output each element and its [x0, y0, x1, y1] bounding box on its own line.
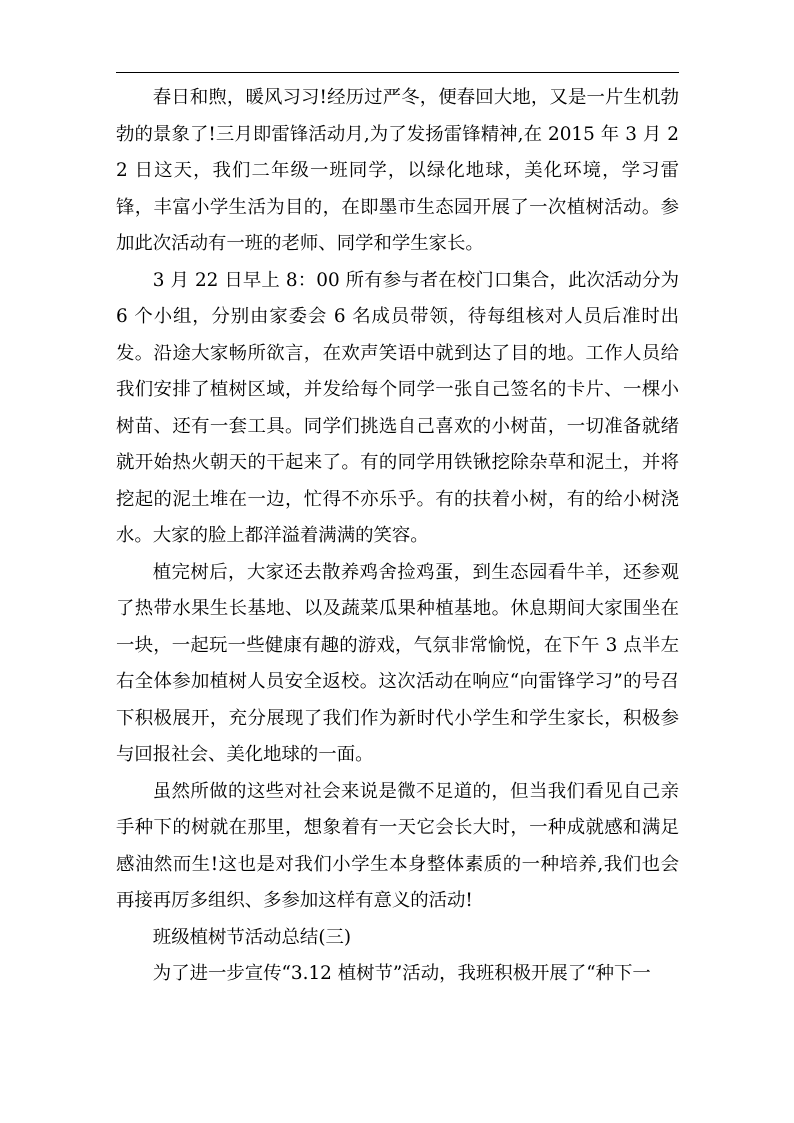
paragraph-after-planting: 植完树后，大家还去散养鸡舍捡鸡蛋，到生态园看牛羊，还参观了热带水果生长基地、以及蔬菜瓜果种植基地。休息期间大家围坐在一块，一起玩一些健康有趣的游戏，气氛非常愉悦，在下午 3 点半左右全体参加植树人员安全返校。这次活动在响应“向雷锋学习”的号召下积极展开，充分展现了我们作为新时代小学生和学生家长，积极参与回报社会、美化地球的一面。: [116, 561, 679, 765]
paragraph-march-22-morning: 3 月 22 日早上 8：00 所有参与者在校门口集合，此次活动分为 6 个小组，分别由家委会 6 名成员带领，待每组核对人员后准时出发。沿途大家畅所欲言，在欢声笑语中就到达了目的地。工作人员给我们安排了植树区域，并发给每个同学一张自己签名的卡片、一棵小树苗、还有一套工具。同学们挑选自己喜欢的小树苗，一切准备就绪就开始热火朝天的干起来了。有的同学用铁锹挖除杂草和泥土，并将挖起的泥土堆在一边，忙得不亦乐乎。有的扶着小树，有的给小树浇水。大家的脸上都洋溢着满满的笑容。: [116, 269, 679, 546]
paragraph-reflection: 虽然所做的这些对社会来说是微不足道的，但当我们看见自己亲手种下的树就在那里，想象着有一天它会长大时，一种成就感和满足感油然而生!这也是对我们小学生本身整体素质的一种培养,我们也会再接再厉多组织、多参加这样有意义的活动!: [116, 780, 679, 911]
paragraph-spring-activity-intro: 春日和煦，暖风习习!经历过严冬，便春回大地，又是一片生机勃勃的景象了!三月即雷锋活动月,为了发扬雷锋精神,在 2015 年 3 月 22 日这天，我们二年级一班同学，以绿化地球，美化环境，学习雷锋，丰富小学生活为目的，在即墨市生态园开展了一次植树活动。参加此次活动有一班的老师、同学和学生家长。: [116, 87, 679, 254]
header-rule: [116, 72, 679, 73]
section-heading: 班级植树节活动总结(三): [152, 926, 352, 948]
document-body: [116, 80, 679, 993]
paragraph-arbor-day-start: 为了进一步宣传“3.12 植树节”活动，我班积极开展了“种下一: [152, 963, 651, 984]
